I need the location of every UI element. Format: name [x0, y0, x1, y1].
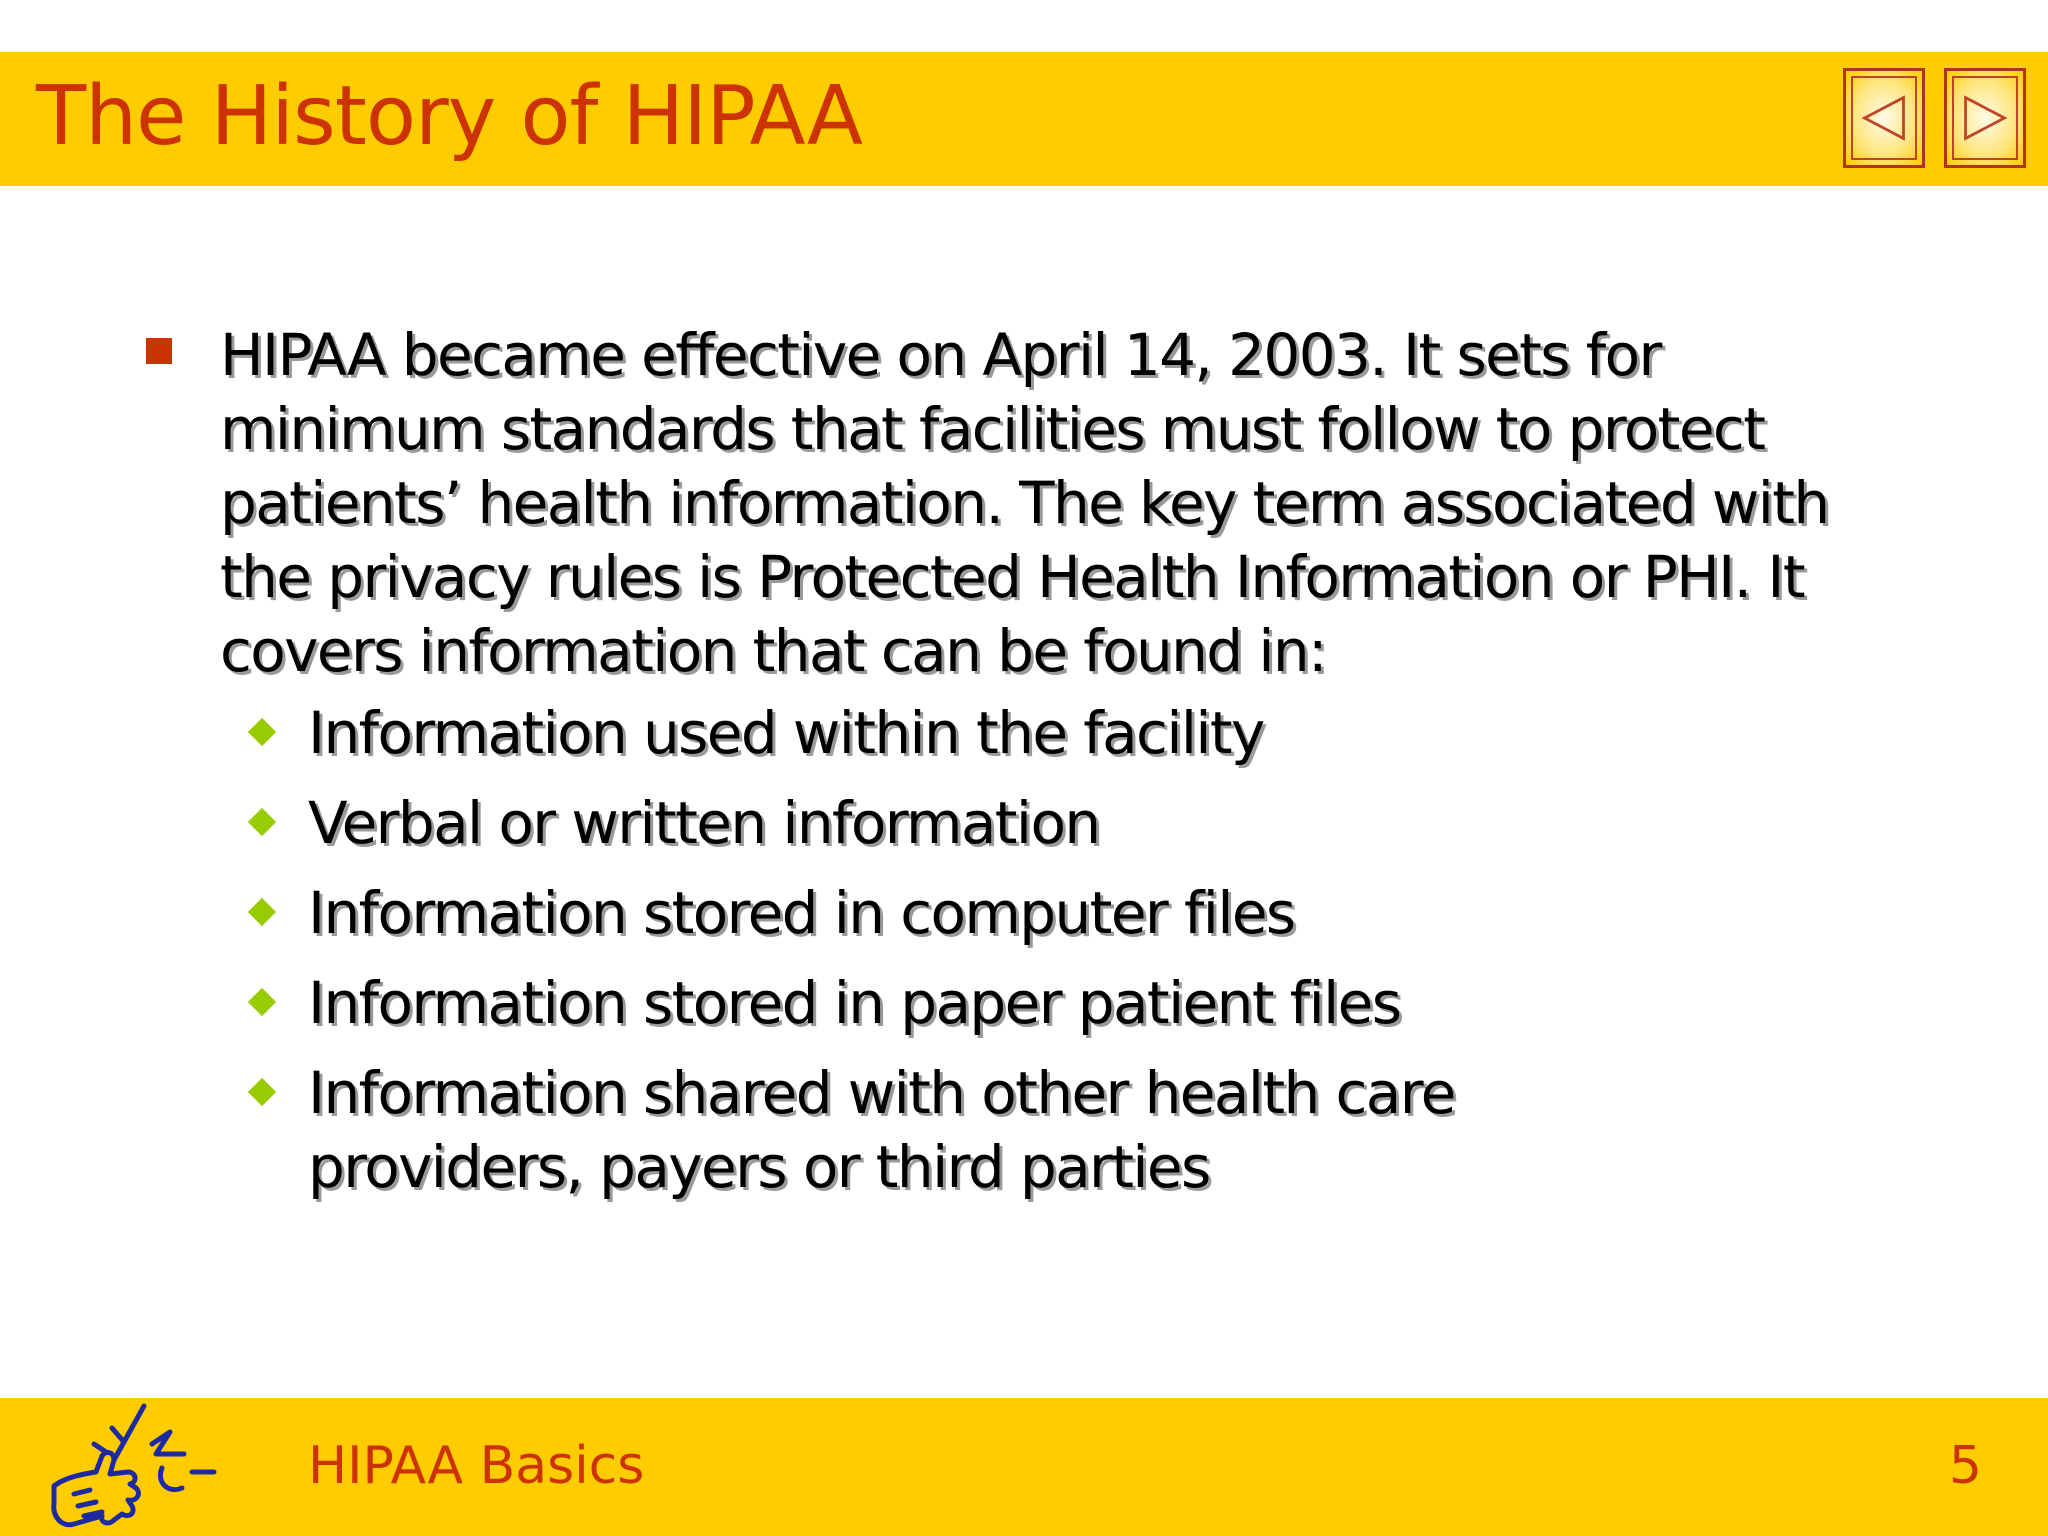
slide-content	[140, 318, 1960, 1220]
pointing-hand-icon	[44, 1398, 224, 1536]
left-triangle-icon	[1846, 71, 1922, 165]
previous-slide-button[interactable]	[1843, 68, 1925, 168]
main-bullet-text: HIPAA became effective on April 14, 2003. It sets for minimum standards that facilities must follow to protect patients’ health information. The key term associated with the privacy rules is Protected Health Information or PHI. It covers information that can be found in:	[220, 321, 1829, 685]
sub-bullet-text: Information stored in paper patient files	[308, 969, 1401, 1037]
diamond-bullet-icon	[248, 718, 276, 746]
next-slide-button[interactable]	[1944, 68, 2026, 168]
footer-text: HIPAA Basics	[308, 1436, 645, 1496]
right-triangle-icon	[1947, 71, 2023, 165]
sub-bullet-text: Verbal or written information	[308, 789, 1100, 857]
sub-bullet-text: Information used within the facility	[308, 699, 1264, 767]
sub-bullet-text: Information stored in computer files	[308, 879, 1295, 947]
sub-bullet-item	[140, 966, 1960, 1040]
page-number: 5	[1948, 1436, 1982, 1496]
sub-bullet-list	[140, 696, 1960, 1204]
diamond-bullet-icon	[248, 988, 276, 1016]
diamond-bullet-icon	[248, 1078, 276, 1106]
sub-bullet-item	[140, 876, 1960, 950]
square-bullet-icon	[146, 338, 172, 364]
sub-bullet-item	[140, 786, 1960, 860]
sub-bullet-item	[140, 696, 1960, 770]
diamond-bullet-icon	[248, 808, 276, 836]
diamond-bullet-icon	[248, 898, 276, 926]
sub-bullet-text: Information shared with other health care providers, payers or third parties	[308, 1059, 1455, 1201]
sub-bullet-item	[140, 1056, 1960, 1204]
main-bullet	[140, 318, 1960, 688]
slide-title: The History of HIPAA	[36, 69, 862, 164]
